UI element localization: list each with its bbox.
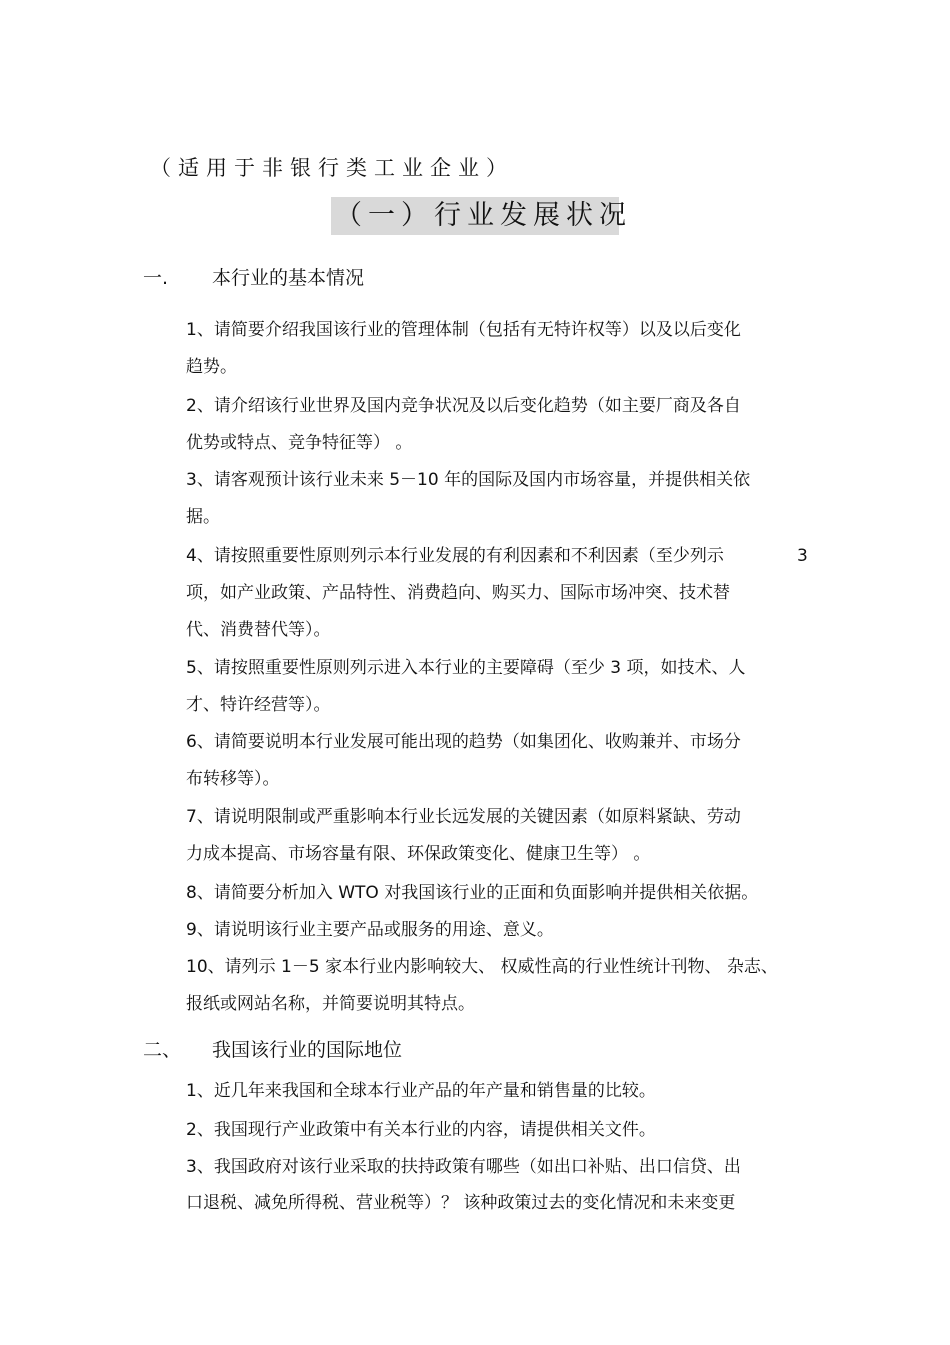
s2-item2-line1: 2、我国现行产业政策中有关本行业的内容，请提供相关文件。 <box>186 1120 656 1140</box>
item6-line2: 布转移等）。 <box>186 769 280 789</box>
item10-line2: 报纸或网站名称，并简要说明其特点。 <box>186 994 475 1014</box>
s2-item1-line1: 1、近几年来我国和全球本行业产品的年产量和销售量的比较。 <box>186 1081 656 1101</box>
item4-line1: 4、请按照重要性原则列示本行业发展的有利因素和不利因素（至少列示 <box>186 546 724 566</box>
item5-line1: 5、请按照重要性原则列示进入本行业的主要障碍（至少 3 项，如技术、人 <box>186 658 746 678</box>
section2-title: 我国该行业的国际地位 <box>212 1039 403 1061</box>
item4-line3: 代、消费替代等）。 <box>186 620 331 640</box>
item3-line2: 据。 <box>186 507 220 527</box>
item5-line2: 才、特许经营等）。 <box>186 695 331 715</box>
item4-line2: 项，如产业政策、产品特性、消费趋向、购买力、国际市场冲突、技术替 <box>186 583 730 603</box>
s2-item3-line2: 口退税、减免所得税、营业税等）？ 该种政策过去的变化情况和未来变更 <box>186 1193 736 1213</box>
item2-line2: 优势或特点、竞争特征等） 。 <box>186 433 413 453</box>
item7-line1: 7、请说明限制或严重影响本行业长远发展的关键因素（如原料紧缺、劳动 <box>186 807 741 827</box>
item6-line1: 6、请简要说明本行业发展可能出现的趋势（如集团化、收购兼并、市场分 <box>186 732 741 752</box>
item1-line2: 趋势。 <box>186 357 237 377</box>
item7-line2: 力成本提高、市场容量有限、环保政策变化、健康卫生等） 。 <box>186 844 651 864</box>
s2-item3-line1: 3、我国政府对该行业采取的扶持政策有哪些（如出口补贴、出口信贷、出 <box>186 1157 741 1177</box>
section1-number: 一. <box>143 267 169 289</box>
item4-line1-tail: 3 <box>797 546 808 566</box>
item1-line1: 1、请简要介绍我国该行业的管理体制（包括有无特许权等）以及以后变化 <box>186 320 741 340</box>
document-subtitle: （适用于非银行类工业企业） <box>150 156 514 180</box>
item3-line1: 3、请客观预计该行业未来 5－10 年的国际及国内市场容量，并提供相关依 <box>186 470 751 490</box>
item9-line1: 9、请说明该行业主要产品或服务的用途、意义。 <box>186 920 554 940</box>
section2-number: 二、 <box>143 1039 182 1061</box>
item2-line1: 2、请介绍该行业世界及国内竞争状况及以后变化趋势（如主要厂商及各自 <box>186 396 741 416</box>
item10-line1: 10、请列示 1－5 家本行业内影响较大、 权威性高的行业性统计刊物、 杂志、 <box>186 957 778 977</box>
section-heading: （一）行业发展状况 <box>335 200 632 231</box>
section1-title: 本行业的基本情况 <box>212 267 365 289</box>
item8-line1: 8、请简要分析加入 WTO 对我国该行业的正面和负面影响并提供相关依据。 <box>186 883 759 903</box>
